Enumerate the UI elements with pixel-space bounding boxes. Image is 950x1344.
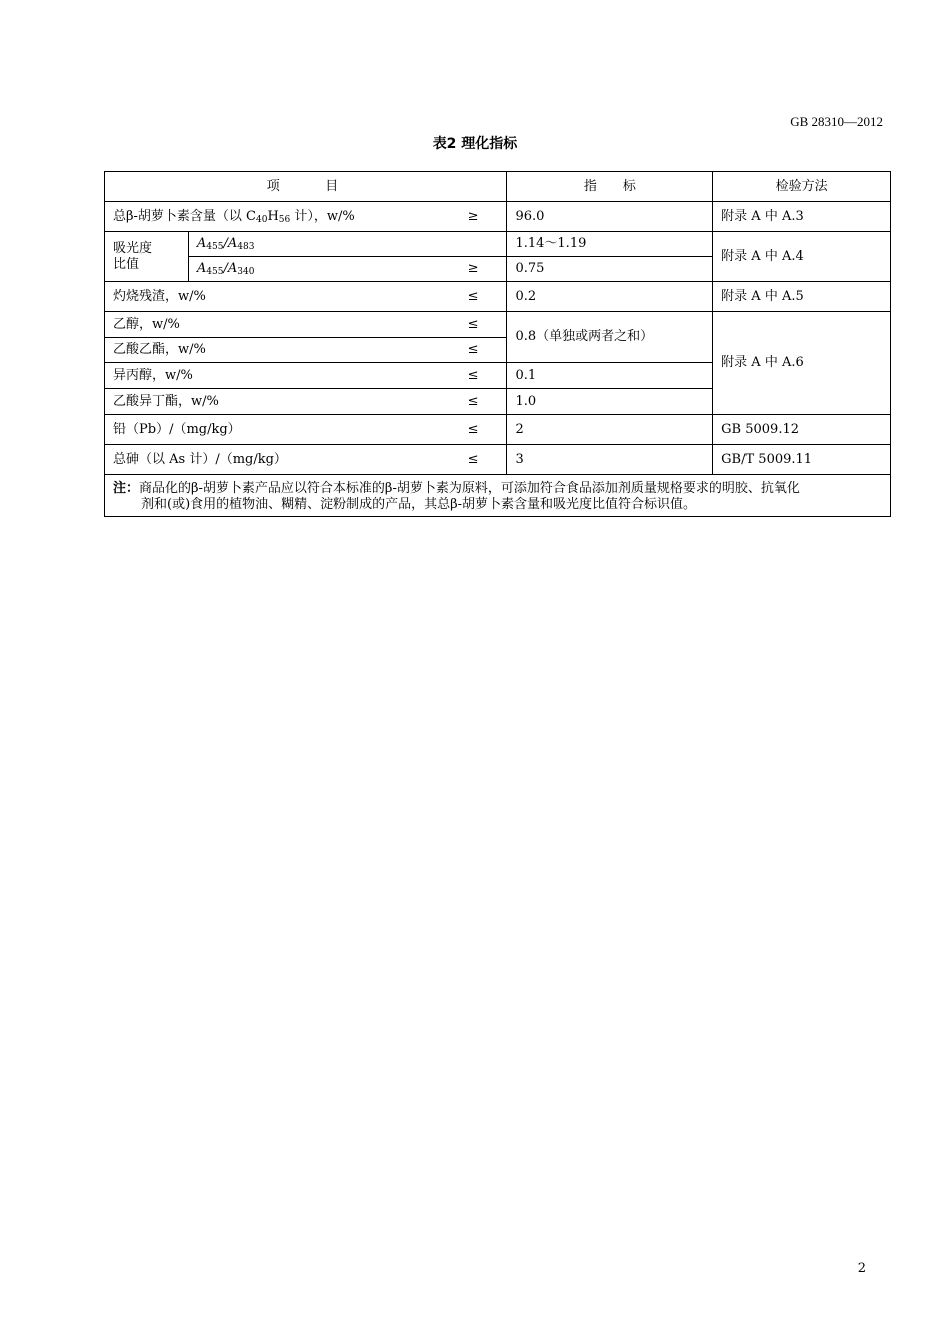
arsenic-label: 总砷（以 As 计）/（mg/kg） ≤ <box>105 445 507 475</box>
total-carotene-label: 总β-胡萝卜素含量（以 $C_{40}H_{56}$ 计），w/% ≥ <box>105 202 507 232</box>
absorbance-ratio-483-value: 1.14～1.19 <box>507 232 713 257</box>
header-item: 项 目 <box>105 172 507 202</box>
table-row <box>105 282 891 312</box>
absorbance-ratio-340-label: $A_{455}/A_{340}$ ≥ <box>188 257 507 282</box>
standard-code: GB 28310—2012 <box>790 114 883 129</box>
isopropanol-value: 0.1 <box>507 363 713 389</box>
table-row <box>105 202 891 232</box>
arsenic-value: 3 <box>507 445 713 475</box>
page-number: 2 <box>857 1261 866 1276</box>
lead-label: 铅（Pb）/（mg/kg） ≤ <box>105 415 507 445</box>
absorbance-ratio-483-label: $A_{455}/A_{483}$ <box>188 232 507 257</box>
table-row <box>105 232 891 257</box>
isopropanol-label: 异丙醇，w/% ≤ <box>105 363 507 389</box>
ash-label: 灼烧残渣，w/% ≤ <box>105 282 507 312</box>
table-title: 表2 理化指标 <box>432 136 518 152</box>
total-carotene-method: 附录 A 中 A.3 <box>713 202 891 232</box>
table-header-row <box>105 172 891 202</box>
isobutyl-acetate-label: 乙酸异丁酯，w/% ≤ <box>105 389 507 415</box>
ethanol-label: 乙醇，w/% ≤ <box>105 312 507 338</box>
header-method: 检验方法 <box>713 172 891 202</box>
spec-table <box>104 171 891 517</box>
header-index: 指 标 <box>507 172 713 202</box>
isobutyl-acetate-value: 1.0 <box>507 389 713 415</box>
table-row <box>105 445 891 475</box>
absorbance-method: 附录 A 中 A.4 <box>713 232 891 282</box>
lead-method: GB 5009.12 <box>713 415 891 445</box>
ethyl-acetate-label: 乙酸乙酯，w/% ≤ <box>105 338 507 363</box>
lead-value: 2 <box>507 415 713 445</box>
note-line-1: 商品化的β-胡萝卜素产品应以符合本标准的β-胡萝卜素为原料，可添加符合食品添加剂质量规格要求的明胶、抗氧化 <box>139 481 800 496</box>
absorbance-group-label: 吸光度 比值 <box>105 232 189 282</box>
absorbance-ratio-340-value: 0.75 <box>507 257 713 282</box>
table-note-row <box>105 475 891 517</box>
total-carotene-value: 96.0 <box>507 202 713 232</box>
arsenic-method: GB/T 5009.11 <box>713 445 891 475</box>
ethanol-ethylacetate-value: 0.8（单独或两者之和） <box>507 312 713 363</box>
ash-method: 附录 A 中 A.5 <box>713 282 891 312</box>
ash-value: 0.2 <box>507 282 713 312</box>
table-row <box>105 312 891 338</box>
table-row <box>105 415 891 445</box>
note-label: 注： <box>113 481 140 496</box>
relation-symbol: ≥ <box>467 208 479 224</box>
table-note <box>105 475 891 517</box>
note-line-2: 剂和(或)食用的植物油、糊精、淀粉制成的产品，其总β-胡萝卜素含量和吸光度比值符合标识值。 <box>141 496 697 512</box>
solvents-method: 附录 A 中 A.6 <box>713 312 891 415</box>
